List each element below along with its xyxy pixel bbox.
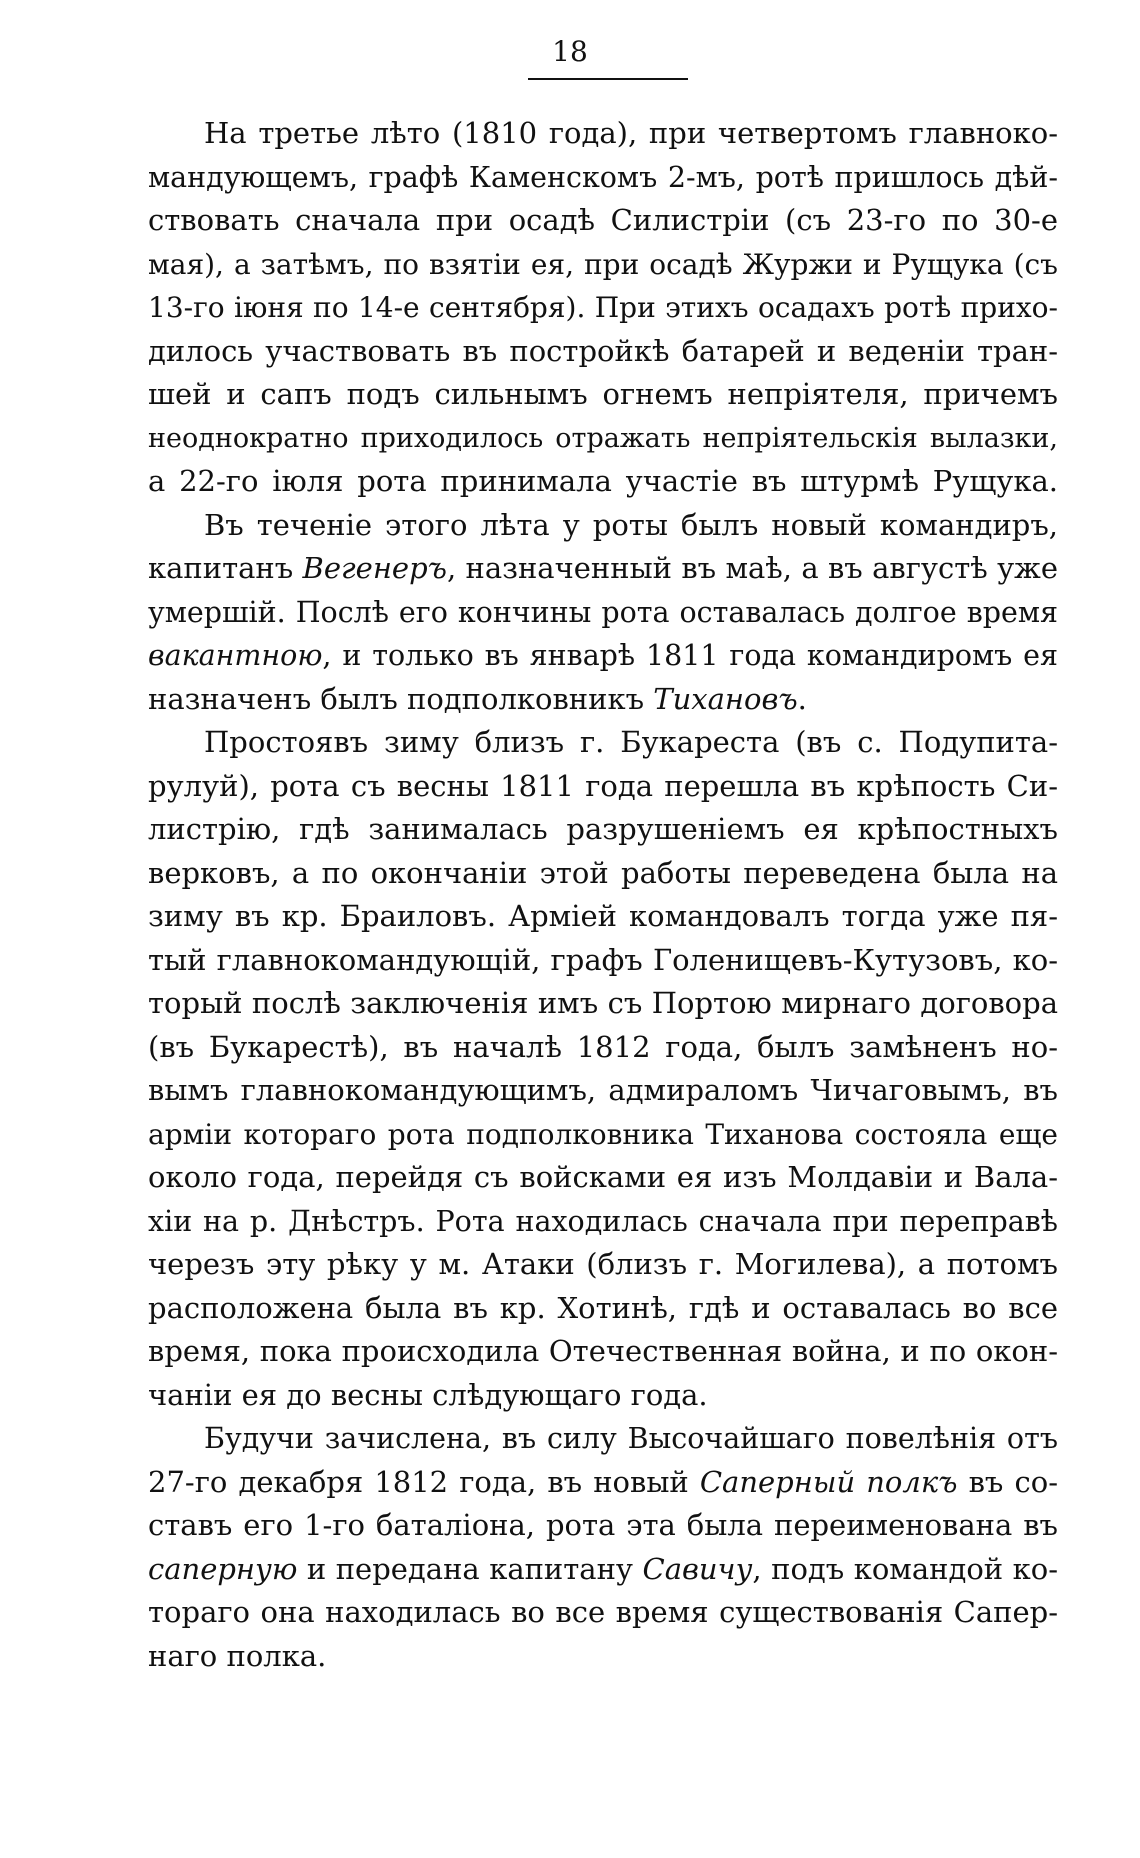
- text-segment: 27-го декабря 1812 года, въ новый: [148, 1464, 700, 1499]
- text-segment: зиму въ кр. Браиловъ. Арміей командовалъ тогда уже пя-: [148, 899, 1058, 933]
- text-segment: , подъ командой ко-: [752, 1551, 1058, 1586]
- text-line: [148, 591, 1058, 635]
- text-line: [148, 460, 1058, 504]
- text-segment: На третье лѣто (1810 года), при четвертомъ главноко-: [204, 116, 1058, 150]
- text-line: [148, 852, 1058, 896]
- italic-text: вакантною: [148, 639, 323, 672]
- text-line: [148, 330, 1058, 374]
- text-line: [148, 1069, 1058, 1113]
- text-segment: черезъ эту рѣку у м. Атаки (близъ г. Могилева), а потомъ: [148, 1247, 1058, 1281]
- text-line: [148, 112, 1058, 156]
- text-segment: около года, перейдя съ войсками ея изъ Молдавіи и Вала-: [148, 1160, 1058, 1194]
- text-line: [148, 1200, 1058, 1244]
- text-segment: чаніи ея до весны слѣдующаго года.: [148, 1377, 708, 1412]
- text-segment: хіи на р. Днѣстръ. Рота находилась сначала при переправѣ: [148, 1204, 1058, 1238]
- text-line: [148, 1330, 1058, 1374]
- page-number: 18: [552, 35, 588, 68]
- text-segment: торый послѣ заключенія имъ съ Портою мирнаго договора: [148, 986, 1058, 1020]
- text-block: [148, 112, 1058, 1678]
- text-segment: листрію, гдѣ занималась разрушеніемъ ея крѣпостныхъ: [148, 812, 1058, 846]
- text-segment: назначенъ былъ подполковникъ: [148, 681, 654, 716]
- text-segment: Въ теченіе этого лѣта у роты былъ новый командиръ,: [204, 507, 1058, 542]
- page-number-rule: [528, 78, 688, 80]
- text-segment: неоднократно приходилось отражать непріятельскія вылазки,: [148, 422, 1058, 454]
- text-segment: (въ Букарестѣ), въ началѣ 1812 года, былъ замѣненъ но-: [148, 1029, 1058, 1064]
- text-segment: .: [797, 681, 807, 716]
- text-segment: рулуй), рота съ весны 1811 года перешла въ крѣпость Си-: [148, 768, 1058, 803]
- text-line: [148, 634, 1058, 678]
- text-line: [148, 808, 1058, 852]
- text-line: [148, 678, 1058, 722]
- text-line: [148, 939, 1058, 983]
- text-segment: Простоявъ зиму близъ г. Букареста (въ с. Подупита-: [204, 725, 1058, 759]
- text-segment: время, пока происходила Отечественная война, и по окон-: [148, 1334, 1058, 1368]
- text-segment: вымъ главнокомандующимъ, адмираломъ Чичаговымъ, въ: [148, 1073, 1058, 1107]
- italic-text: Вегенеръ: [302, 551, 447, 585]
- text-segment: мандующемъ, графѣ Каменскомъ 2-мъ, ротѣ пришлось дѣй-: [148, 160, 1058, 194]
- text-line: [148, 286, 1058, 330]
- text-line: [148, 547, 1058, 591]
- text-segment: Будучи зачислена, въ силу Высочайшаго повелѣнія отъ: [204, 1422, 1058, 1455]
- italic-text: Саперный полкъ: [699, 1464, 958, 1499]
- text-line: [148, 765, 1058, 809]
- text-segment: наго полка.: [148, 1638, 327, 1673]
- text-segment: 13-го іюня по 14-е сентября). При этихъ осадахъ ротѣ прихо-: [148, 291, 1058, 324]
- text-line: [148, 1113, 1058, 1157]
- text-segment: и передана капитану: [297, 1551, 643, 1586]
- text-segment: арміи котораго рота подполковника Тиханова состояла еще: [148, 1117, 1058, 1151]
- text-segment: , и только въ январѣ 1811 года командиромъ ея: [322, 639, 1058, 672]
- text-segment: расположена была въ кр. Хотинѣ, гдѣ и оставалась во все: [148, 1290, 1058, 1325]
- text-line: [148, 373, 1058, 417]
- text-line: [148, 243, 1058, 287]
- text-line: [148, 1461, 1058, 1505]
- text-segment: дилось участвовать въ постройкѣ батарей и веденіи тран-: [148, 333, 1058, 368]
- text-segment: тый главнокомандующій, графъ Голенищевъ-Кутузовъ, ко-: [148, 942, 1058, 977]
- text-line: [148, 1156, 1058, 1200]
- text-line: [148, 895, 1058, 939]
- text-line: [148, 156, 1058, 200]
- text-line: [148, 417, 1058, 461]
- text-line: [148, 1243, 1058, 1287]
- text-line: [148, 721, 1058, 765]
- text-line: [148, 1504, 1058, 1548]
- text-line: [148, 1417, 1058, 1461]
- text-segment: въ со-: [957, 1464, 1058, 1499]
- text-segment: ствовать сначала при осадѣ Силистріи (съ 23-го по 30-е: [148, 203, 1058, 237]
- text-segment: ставъ его 1-го баталіона, рота эта была переименована въ: [148, 1508, 1058, 1542]
- text-line: [148, 982, 1058, 1026]
- text-segment: шей и сапъ подъ сильнымъ огнемъ непріятеля, причемъ: [148, 377, 1058, 411]
- text-line: [148, 1287, 1058, 1331]
- text-line: [148, 199, 1058, 243]
- text-line: [148, 1635, 1058, 1679]
- italic-text: саперную: [148, 1551, 298, 1586]
- text-segment: капитанъ: [148, 551, 303, 585]
- text-segment: тораго она находилась во все время существованія Сапер-: [148, 1595, 1058, 1629]
- text-segment: мая), а затѣмъ, по взятіи ея, при осадѣ Журжи и Рущука (съ: [148, 247, 1058, 281]
- text-line: [148, 1591, 1058, 1635]
- text-segment: верковъ, а по окончаніи этой работы переведена была на: [148, 855, 1058, 890]
- text-line: [148, 1026, 1058, 1070]
- italic-text: Савичу: [642, 1551, 753, 1586]
- text-segment: умершій. Послѣ его кончины рота оставалась долгое время: [148, 595, 1058, 629]
- text-segment: , назначенный въ маѣ, а въ августѣ уже: [446, 551, 1058, 585]
- text-line: [148, 504, 1058, 548]
- text-segment: а 22-го іюля рота принимала участіе въ штурмѣ Рущука.: [148, 464, 1058, 498]
- text-line: [148, 1374, 1058, 1418]
- text-line: [148, 1548, 1058, 1592]
- italic-text: Тихановъ: [653, 681, 798, 716]
